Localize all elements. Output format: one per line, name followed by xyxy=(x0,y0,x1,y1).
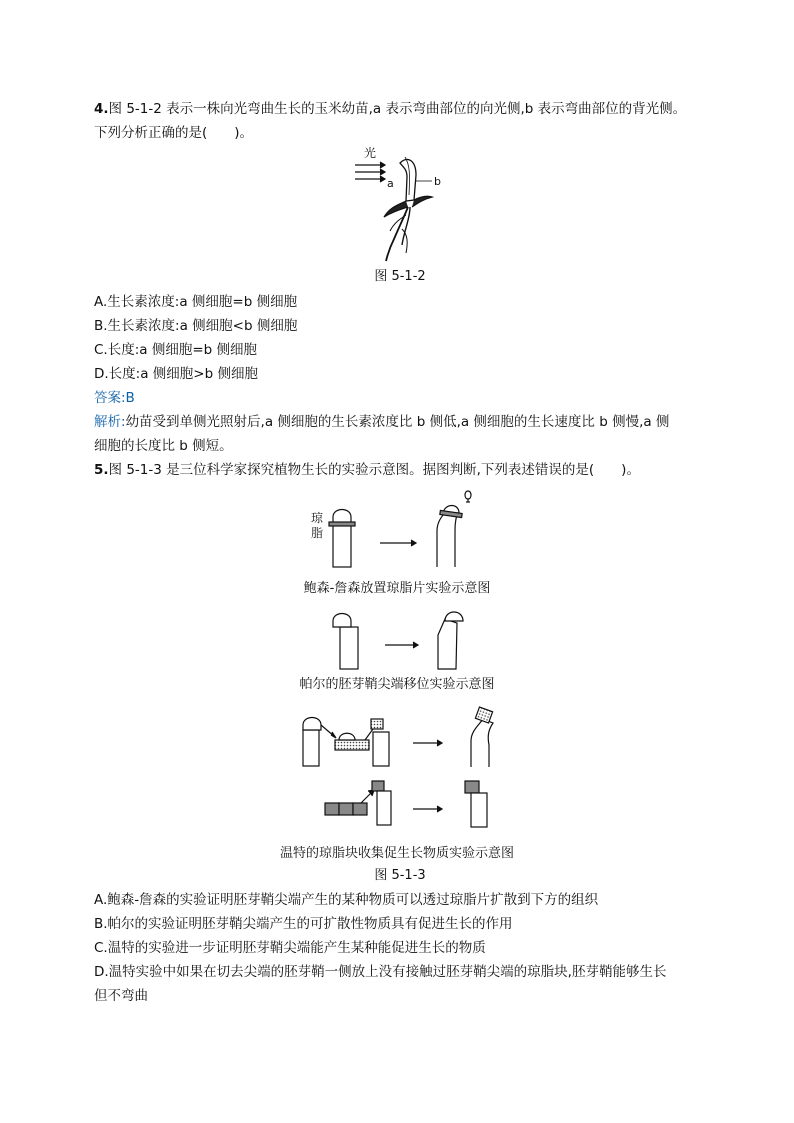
q4-option-b: B.生长素浓度:a 侧细胞<b 侧细胞 xyxy=(94,318,298,334)
agar-label-2: 脂 xyxy=(311,526,324,540)
q4-option-a: A.生长素浓度:a 侧细胞=b 侧细胞 xyxy=(94,294,298,310)
caption-boysen-jensen: 鲍森-詹森放置琼脂片实验示意图 xyxy=(303,581,491,596)
agar-label-1: 琼 xyxy=(311,511,324,525)
q4-option-c: C.长度:a 侧细胞=b 侧细胞 xyxy=(94,342,258,358)
q5-option-b: B.帕尔的实验证明胚芽鞘尖端产生的可扩散性物质具有促进生长的作用 xyxy=(94,916,513,932)
side-b-label: b xyxy=(434,175,441,188)
side-a-label: a xyxy=(387,177,394,190)
q4-option-d: D.长度:a 侧细胞>b 侧细胞 xyxy=(94,366,258,382)
q4-answer: 答案:B xyxy=(94,390,135,406)
figure-5-1-3-caption: 图 5-1-3 xyxy=(374,868,426,883)
q5-number: 5. xyxy=(94,462,109,478)
q4-analysis-line2: 细胞的长度比 b 侧短。 xyxy=(94,438,233,454)
figure-5-1-2-caption: 图 5-1-2 xyxy=(374,269,426,284)
analysis-label: 解析: xyxy=(94,414,126,430)
figure-boysen-jensen xyxy=(305,485,505,575)
q4-stem-line2: 下列分析正确的是( )。 xyxy=(94,125,254,141)
figure-5-1-2-seedling xyxy=(350,145,450,265)
q4-number: 4. xyxy=(94,101,109,117)
caption-went: 温特的琼脂块收集促生长物质实验示意图 xyxy=(279,846,514,861)
q5-option-d-continued: 但不弯曲 xyxy=(94,988,148,1004)
figure-went xyxy=(295,705,505,835)
q4-analysis-line1: 解析:幼苗受到单侧光照射后,a 侧细胞的生长素浓度比 b 侧低,a 侧细胞的生长速度比 b 侧慢,a 侧 xyxy=(94,414,670,430)
q5-option-c: C.温特的实验进一步证明胚芽鞘尖端能产生某种能促进生长的物质 xyxy=(94,940,486,956)
q5-option-a: A.鲍森-詹森的实验证明胚芽鞘尖端产生的某种物质可以透过琼脂片扩散到下方的组织 xyxy=(94,892,599,908)
light-label: 光 xyxy=(364,146,377,160)
caption-paal: 帕尔的胚芽鞘尖端移位实验示意图 xyxy=(299,677,495,692)
q4-stem-line1: 4.图 5-1-2 表示一株向光弯曲生长的玉米幼苗,a 表示弯曲部位的向光侧,b 表示弯曲部位的背光侧。 xyxy=(94,101,687,117)
q5-stem: 5.图 5-1-3 是三位科学家探究植物生长的实验示意图。据图判断,下列表述错误的是( )。 xyxy=(94,462,640,478)
figure-paal xyxy=(325,605,475,675)
q5-option-d: D.温特实验中如果在切去尖端的胚芽鞘一侧放上没有接触过胚芽鞘尖端的琼脂块,胚芽鞘能够生长 xyxy=(94,964,667,980)
